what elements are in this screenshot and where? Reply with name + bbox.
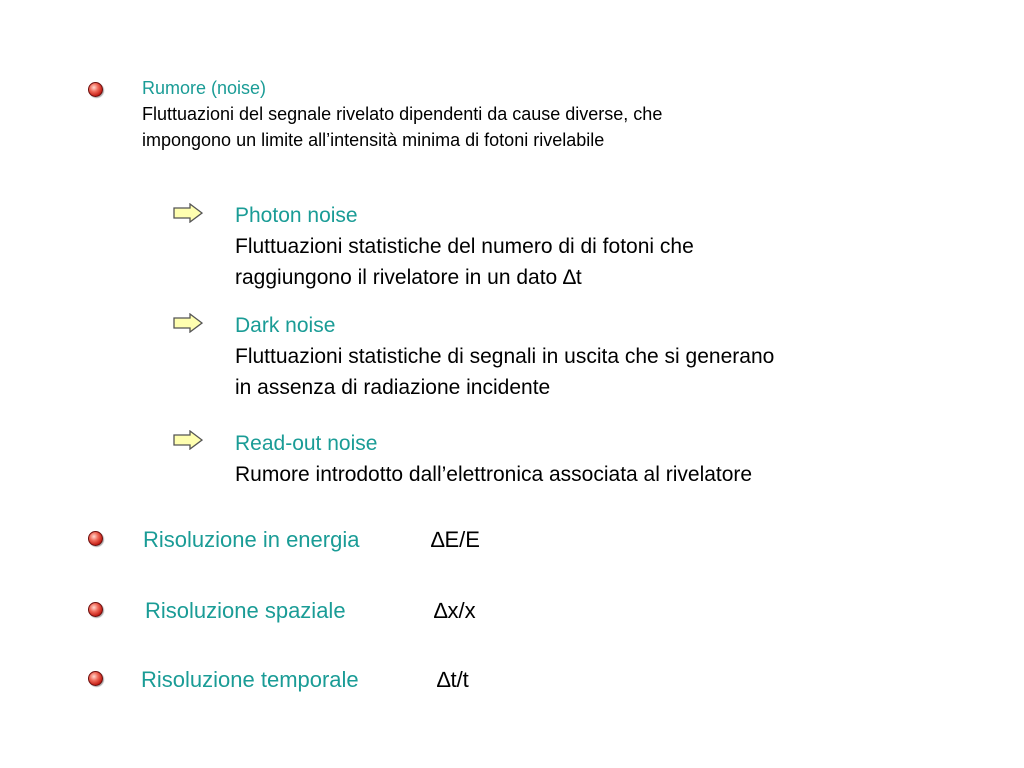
readout-noise-item xyxy=(235,428,752,490)
temporal-resolution-formula: ∆t/t xyxy=(437,667,469,692)
noise-heading: Rumore (noise) xyxy=(142,78,267,98)
energy-resolution-formula: ∆E/E xyxy=(431,527,480,552)
readout-noise-title: Read-out noise xyxy=(235,432,378,455)
arrow-bullet-icon xyxy=(173,313,203,333)
red-sphere-bullet-icon xyxy=(88,531,103,546)
red-sphere-bullet-icon xyxy=(88,602,103,617)
noise-section xyxy=(142,75,662,153)
energy-resolution-label: Risoluzione in energia xyxy=(143,527,360,552)
photon-noise-item xyxy=(235,200,694,293)
temporal-resolution-label: Risoluzione temporale xyxy=(141,667,359,692)
arrow-bullet-icon xyxy=(173,430,203,450)
photon-noise-title: Photon noise xyxy=(235,204,358,227)
red-sphere-bullet-icon xyxy=(88,671,103,686)
dark-noise-line-1: Fluttuazioni statistiche di segnali in uscita che si generano xyxy=(235,345,775,368)
photon-noise-line-1: Fluttuazioni statistiche del numero di di fotoni che xyxy=(235,235,694,258)
photon-noise-line-2: raggiungono il rivelatore in un dato ∆t xyxy=(235,266,582,289)
noise-description-line-1: Fluttuazioni del segnale rivelato dipendenti da cause diverse, che xyxy=(142,104,663,124)
dark-noise-item xyxy=(235,310,774,403)
readout-noise-line-1: Rumore introdotto dall’elettronica associata al rivelatore xyxy=(235,463,753,486)
red-sphere-bullet-icon xyxy=(88,82,103,97)
arrow-bullet-icon xyxy=(173,203,203,223)
dark-noise-title: Dark noise xyxy=(235,314,336,337)
spatial-resolution-formula: ∆x/x xyxy=(434,598,476,623)
spatial-resolution-label: Risoluzione spaziale xyxy=(145,598,346,623)
dark-noise-line-2: in assenza di radiazione incidente xyxy=(235,376,551,399)
noise-description-line-2: impongono un limite all’intensità minima di fotoni rivelabile xyxy=(142,130,605,150)
